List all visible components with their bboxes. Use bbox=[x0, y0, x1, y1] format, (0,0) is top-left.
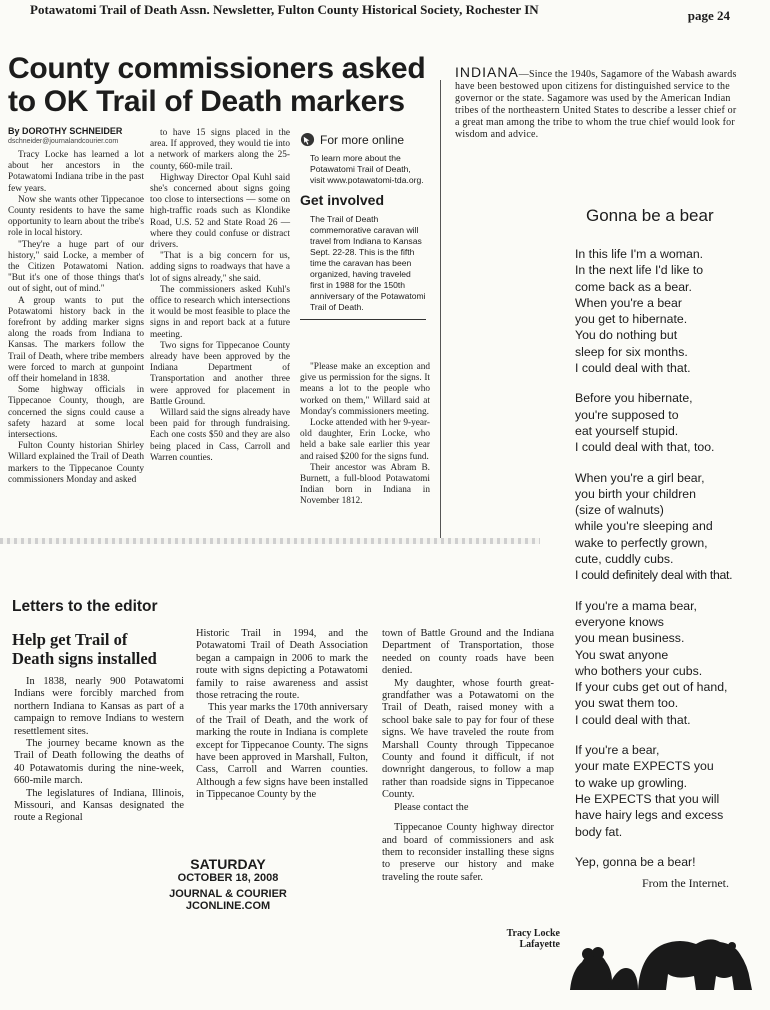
page-number: page 24 bbox=[687, 8, 730, 23]
for-more-online bbox=[300, 132, 426, 147]
paragraph: "Please make an exception and give us permission for the signs. It means a lot to the people who worked on them," Willard said at Monday's commissioners meeting. bbox=[300, 362, 430, 417]
column-divider bbox=[440, 80, 441, 540]
poem-line: wake to perfectly grown, bbox=[575, 535, 708, 550]
paragraph: to have 15 signs placed in the area. If approved, they would tie into a network of markers along the 25-county, 660-mile trail. bbox=[150, 128, 290, 172]
newsletter-title: Potawatomi Trail of Death Assn. Newsletter, Fulton County Historical Society, Rochester IN bbox=[30, 2, 539, 17]
poem-line: come back as a bear. bbox=[575, 279, 692, 294]
poem-stanza bbox=[575, 470, 770, 584]
paragraph: "They're a huge part of our history," said Locke, a member of the Citizen Potawatomi Nation. "But it's one of those things that's out of sight, out of mind." bbox=[8, 239, 144, 295]
poem-line: You swat anyone bbox=[575, 647, 669, 662]
author-email: dschneider@journalandcourier.com bbox=[8, 138, 119, 145]
poem-line: sleep for six months. bbox=[575, 344, 688, 359]
letters-section-heading: Letters to the editor bbox=[12, 598, 158, 615]
signature-place: Lafayette bbox=[519, 939, 560, 950]
get-involved-text: The Trail of Death commemorative caravan will travel from Indiana to Kansas Sept. 22-28. This is the fifth time the caravan has been organized, having traveled first in 1988 for the 150th anniversary of the Potawatomi Trail of Death. bbox=[310, 214, 426, 312]
indiana-lead: INDIANA bbox=[455, 64, 519, 80]
paragraph: Two signs for Tippecanoe County already have been approved by the Indiana Department of Transportation and another three were approved for placement in Battle Ground. bbox=[150, 340, 290, 407]
poem-line: You do nothing but bbox=[575, 328, 678, 343]
paragraph: Tippecanoe County highway director and board of commissioners and ask them to reconsider installing these signs to preserve our history and make traveling the route safer. bbox=[382, 822, 554, 883]
get-involved-heading: Get involved bbox=[300, 192, 385, 208]
poem-final-line: Yep, gonna be a bear! bbox=[575, 854, 696, 869]
poem-line: body fat. bbox=[575, 824, 623, 839]
poem-line: In this life I'm a woman. bbox=[575, 247, 704, 261]
paragraph: A group wants to put the Potawatomi history back in the forefront by adding marker signs along the roads from Indiana to Kansas. The markers follow the Trail of Death, where tribe members were forced to march at gunpoint off their homeland in 1838. bbox=[8, 295, 144, 385]
signature-name: Tracy Locke bbox=[506, 928, 560, 939]
headline-line-1: County commissioners asked bbox=[8, 52, 426, 85]
paragraph: Please contact the bbox=[394, 801, 469, 813]
letter-column-2 bbox=[196, 628, 368, 802]
paragraph: My daughter, whose fourth great-grandfather was a Potawatomi on the Trail of Death, raised money with a school bake sale to pay for four of these signs. We have traveled the route from Marshall County through Tippecanoe County and found it difficult, if not downright dangerous, to follow a map rather than roadside signs in Tippecanoe County. bbox=[382, 677, 554, 801]
paragraph: Tracy Locke has learned a lot about her ancestors in the Potawatomi Indiana tribe in the past few years. bbox=[8, 150, 144, 194]
headline-line-2: to OK Trail of Death markers bbox=[8, 85, 405, 118]
paragraph: In 1838, nearly 900 Potawatomi Indians were forcibly marched from northern Indiana to Kansas as part of a campaign to remove Indians to western resettlement sites. bbox=[14, 676, 184, 737]
online-label: For more online bbox=[320, 132, 405, 147]
paragraph: "That is a big concern for us, adding signs to roadways that have a lot of signs already," she said. bbox=[150, 251, 290, 284]
poem-stanza bbox=[575, 742, 770, 840]
letter-headline-line-2: Death signs installed bbox=[12, 649, 157, 668]
poem-stanza bbox=[575, 246, 770, 376]
letter-headline bbox=[12, 630, 187, 668]
poem-stanza bbox=[575, 598, 770, 728]
bear-silhouettes-illustration bbox=[568, 924, 764, 994]
poem-title: Gonna be a bear bbox=[586, 206, 714, 225]
letter-column-1 bbox=[14, 676, 184, 825]
poem-line: (size of walnuts) bbox=[575, 503, 664, 518]
poem-line: you get to hibernate. bbox=[575, 312, 688, 327]
indiana-sagamore-note bbox=[455, 66, 740, 141]
poem-line: you swat them too. bbox=[575, 696, 679, 711]
poem-line: cute, cuddly cubs. bbox=[575, 552, 674, 567]
poem-line: eat yourself stupid. bbox=[575, 423, 679, 438]
paragraph: Locke attended with her 9-year-old daughter, Erin Locke, who held a bake sale earlier this year and raised $200 for the signs fund. bbox=[300, 418, 430, 462]
paragraph: Fulton County historian Shirley Willard explained the Trail of Death markers to the Tippecanoe County commissioners Monday and asked bbox=[8, 441, 144, 485]
paragraph: Now she wants other Tippecanoe County residents to have the same opportunity to learn about the tribe's role in local history. bbox=[8, 194, 144, 239]
poem-line: Before you hibernate, bbox=[575, 391, 693, 406]
dateline-block bbox=[158, 856, 298, 912]
dateline-day: SATURDAY bbox=[190, 856, 266, 872]
poem-line: I could definitely deal with that. bbox=[575, 568, 733, 583]
poem-line: When you're a girl bear, bbox=[575, 470, 705, 485]
poem-credit: From the Internet. bbox=[642, 876, 729, 890]
poem-body bbox=[575, 246, 770, 870]
sidebar-divider bbox=[300, 319, 426, 320]
paragraph: The journey became known as the Trail of Death following the deaths of 40 Potawatomis during the nine-week, 660-mile march. bbox=[14, 738, 184, 787]
dateline-site: JCONLINE.COM bbox=[185, 900, 271, 912]
poem-line: When you're a bear bbox=[575, 295, 682, 310]
paragraph: Willard said the signs already have been paid for through fundraising. Each one costs $50 and they are also being placed in Cass, Carroll and Warren counties. bbox=[150, 408, 290, 463]
poem-line: I could deal with that, too. bbox=[575, 440, 715, 455]
online-text: To learn more about the Potawatomi Trail of Death, visit www.potawatomi-tda.org. bbox=[310, 153, 424, 185]
poem-line: to wake up growling. bbox=[575, 775, 688, 790]
paragraph: The legislatures of Indiana, Illinois, Missouri, and Kansas designated the route a Regional bbox=[14, 787, 184, 824]
dateline-paper: JOURNAL & COURIER bbox=[169, 888, 287, 900]
poem-line: while you're sleeping and bbox=[575, 519, 713, 534]
poem-line: He EXPECTS that you will bbox=[575, 791, 720, 806]
article-sidebar bbox=[300, 132, 426, 320]
poem-line: I could deal with that. bbox=[575, 712, 691, 727]
torn-edge-divider bbox=[0, 538, 540, 544]
article-byline: By DOROTHY SCHNEIDER bbox=[8, 126, 123, 136]
poem-line: If you're a bear, bbox=[575, 743, 660, 758]
poem-line: you mean business. bbox=[575, 631, 685, 646]
article-column-3 bbox=[300, 362, 430, 508]
letter-column-3 bbox=[382, 628, 554, 884]
poem-line: If you're a mama bear, bbox=[575, 598, 697, 613]
paragraph: Their ancestor was Abram B. Burnett, a full-blood Potawatomi Indian born in Indiana in November 1812. bbox=[300, 462, 430, 507]
dateline-date: OCTOBER 18, 2008 bbox=[177, 872, 279, 884]
article-headline bbox=[8, 52, 438, 118]
poem-line: If your cubs get out of hand, bbox=[575, 680, 728, 695]
article-column-2 bbox=[150, 128, 290, 464]
article-column-1 bbox=[8, 150, 144, 486]
poem-line: who bothers your cubs. bbox=[575, 663, 703, 678]
indiana-text: —Since the 1940s, Sagamore of the Wabash awards have been bestowed upon citizens for distinguished service to the governor or the state. Sagamore was used by the American Indian tribes of the northeastern United States to describe a lesser chief or a great man among the tribe to whom the true chief would look for wisdom and advice. bbox=[455, 69, 737, 140]
paragraph: Historic Trail in 1994, and the Potawatomi Trail of Death Association began a campaign in 2006 to mark the route with signs depicting a Potawatomi family to raise awareness and assist those retracing the route. bbox=[196, 628, 368, 702]
globe-cursor-icon bbox=[300, 132, 315, 147]
paragraph: Highway Director Opal Kuhl said she's concerned about signs going too close to intersections — some on high-traffic roads such as Klondike Road, U.S. 52 and State Road 26 — where they could confuse or distract drivers. bbox=[150, 172, 290, 251]
poem-line: you birth your children bbox=[575, 486, 696, 501]
poem-line: you're supposed to bbox=[575, 407, 679, 422]
paragraph: This year marks the 170th anniversary of the Trail of Death, and the work of marking the route in Indiana is complete except for Tippecanoe County. The signs have been approved in Marshall, Fulton, Cass, Carroll and Warren counties. Although a few signs have been installed in Tippecanoe County by the bbox=[196, 702, 368, 801]
poem-line: everyone knows bbox=[575, 614, 664, 629]
paragraph: The commissioners asked Kuhl's office to research which intersections it would be most feasible to place the signs in and report back at a future meeting. bbox=[150, 284, 290, 340]
poem-line: I could deal with that. bbox=[575, 361, 691, 376]
poem-line: your mate EXPECTS you bbox=[575, 759, 714, 774]
paragraph: town of Battle Ground and the Indiana Department of Transportation, those needed on county roads have been denied. bbox=[382, 628, 554, 677]
poem-line: have hairy legs and excess bbox=[575, 808, 724, 823]
paragraph: Some highway officials in Tippecanoe County, though, are concerned the signs could cause a safety hazard at some local intersections. bbox=[8, 385, 144, 441]
letter-signature bbox=[420, 928, 560, 950]
poem-stanza bbox=[575, 390, 770, 455]
letter-headline-line-1: Help get Trail of bbox=[12, 630, 128, 649]
poem-line: In the next life I'd like to bbox=[575, 263, 704, 278]
